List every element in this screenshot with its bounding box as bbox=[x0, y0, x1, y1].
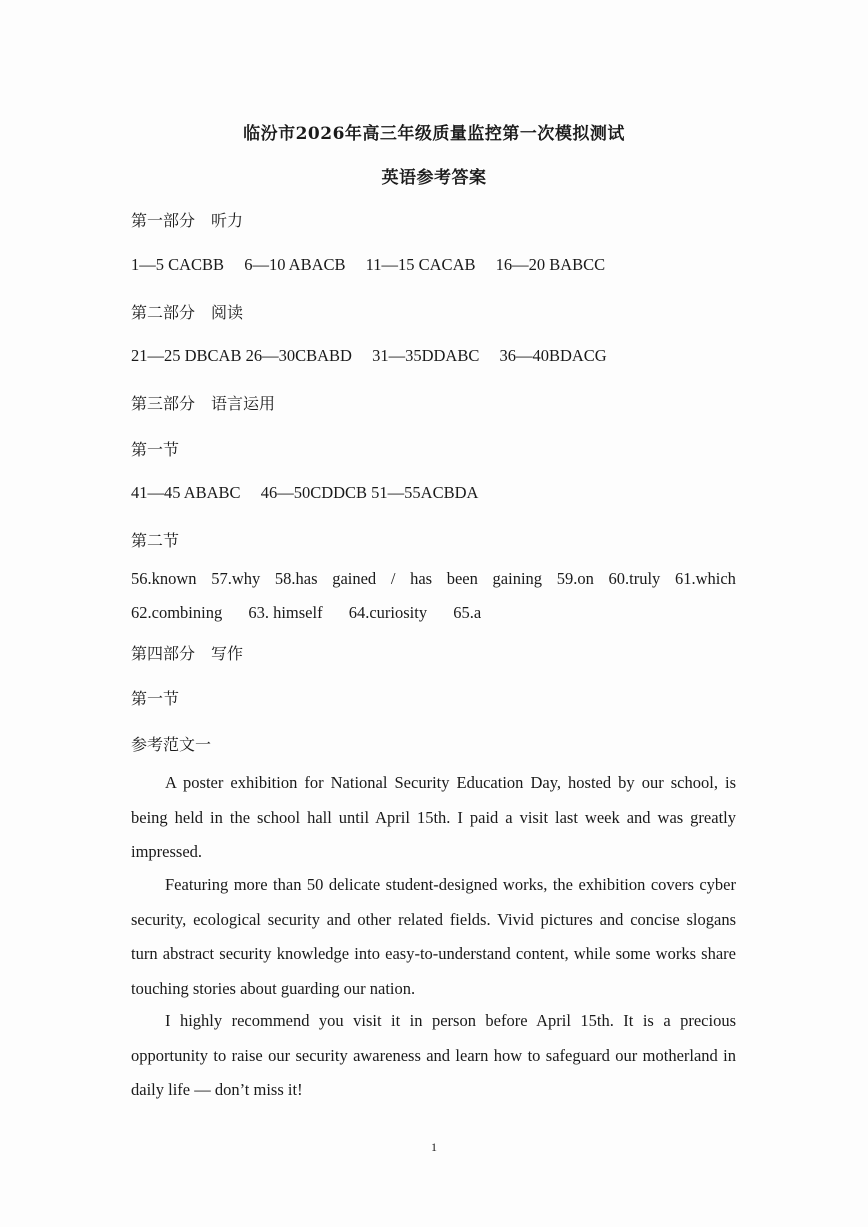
fill-answer: 56.known bbox=[131, 569, 197, 588]
part3-section2-heading: 第二节 bbox=[131, 531, 180, 550]
fill-answer: 64.curiosity bbox=[348, 603, 428, 622]
essay-paragraph: I highly recommend you visit it in person before April 15th. It is a precious opportunity to raise our security awareness and learn how to safeguard our motherland in daily life — don’t miss it! bbox=[131, 1011, 736, 1099]
answer-group: 6—10 ABACB bbox=[244, 255, 346, 274]
essay-paragraph: Featuring more than 50 delicate student-designed works, the exhibition covers cyber security, ecological security and other related fields. Vivid pictures and concise slogans turn abstract security knowledge into easy-to-understand content, while some works share touching stories about guarding our nation. bbox=[131, 875, 736, 998]
answer-group: 41—45 ABABC bbox=[131, 483, 241, 502]
answer-group: 31—35DDABC bbox=[372, 346, 480, 365]
document-subtitle: 英语参考答案 bbox=[381, 168, 487, 188]
answer-group: 1—5 CACBB bbox=[131, 255, 225, 274]
answer-group: 21—25 DBCAB 26—30CBABD bbox=[131, 346, 352, 365]
fill-in-answers-row2 bbox=[131, 603, 503, 623]
sample-essay-heading: 参考范文一 bbox=[131, 735, 212, 754]
fill-answer: 60.truly bbox=[608, 569, 661, 588]
part1-heading: 第一部分 听力 bbox=[131, 211, 244, 230]
fill-answer: 59.on bbox=[556, 569, 594, 588]
part3-heading: 第三部分 语言运用 bbox=[131, 394, 276, 413]
answer-group: 36—40BDACG bbox=[499, 346, 607, 365]
answer-group: 46—50CDDCB 51—55ACBDA bbox=[260, 483, 479, 502]
fill-answer: 61.which bbox=[674, 569, 736, 588]
answer-group: 16—20 BABCC bbox=[495, 255, 606, 274]
fill-answer: 57.why bbox=[211, 569, 261, 588]
fill-answer: gained bbox=[332, 569, 377, 588]
part3-section1-heading: 第一节 bbox=[131, 440, 180, 459]
part4-section1-heading: 第一节 bbox=[131, 689, 180, 708]
part2-answers bbox=[131, 346, 607, 366]
fill-answer: 58.has bbox=[274, 569, 318, 588]
fill-answer: 63. himself bbox=[248, 603, 323, 622]
page-number: 1 bbox=[431, 1140, 437, 1154]
part4-heading: 第四部分 写作 bbox=[131, 644, 244, 663]
essay-paragraph: A poster exhibition for National Security Education Day, hosted by our school, is being held in the school hall until April 15th. I paid a visit last week and was greatly impressed. bbox=[131, 773, 736, 861]
fill-answer: has bbox=[410, 569, 433, 588]
fill-answer: 62.combining bbox=[131, 603, 223, 622]
fill-answer: gaining bbox=[492, 569, 543, 588]
document-title: 临汾市2026年高三年级质量监控第一次模拟测试 bbox=[243, 124, 625, 144]
fill-answer: been bbox=[446, 569, 478, 588]
part3-section1-answers bbox=[131, 483, 478, 503]
answer-group: 11—15 CACAB bbox=[365, 255, 476, 274]
fill-answer: 65.a bbox=[453, 603, 482, 622]
part1-answers bbox=[131, 255, 605, 275]
fill-answer: / bbox=[390, 569, 396, 588]
part2-heading: 第二部分 阅读 bbox=[131, 303, 244, 322]
fill-in-answers-row1 bbox=[131, 569, 736, 589]
